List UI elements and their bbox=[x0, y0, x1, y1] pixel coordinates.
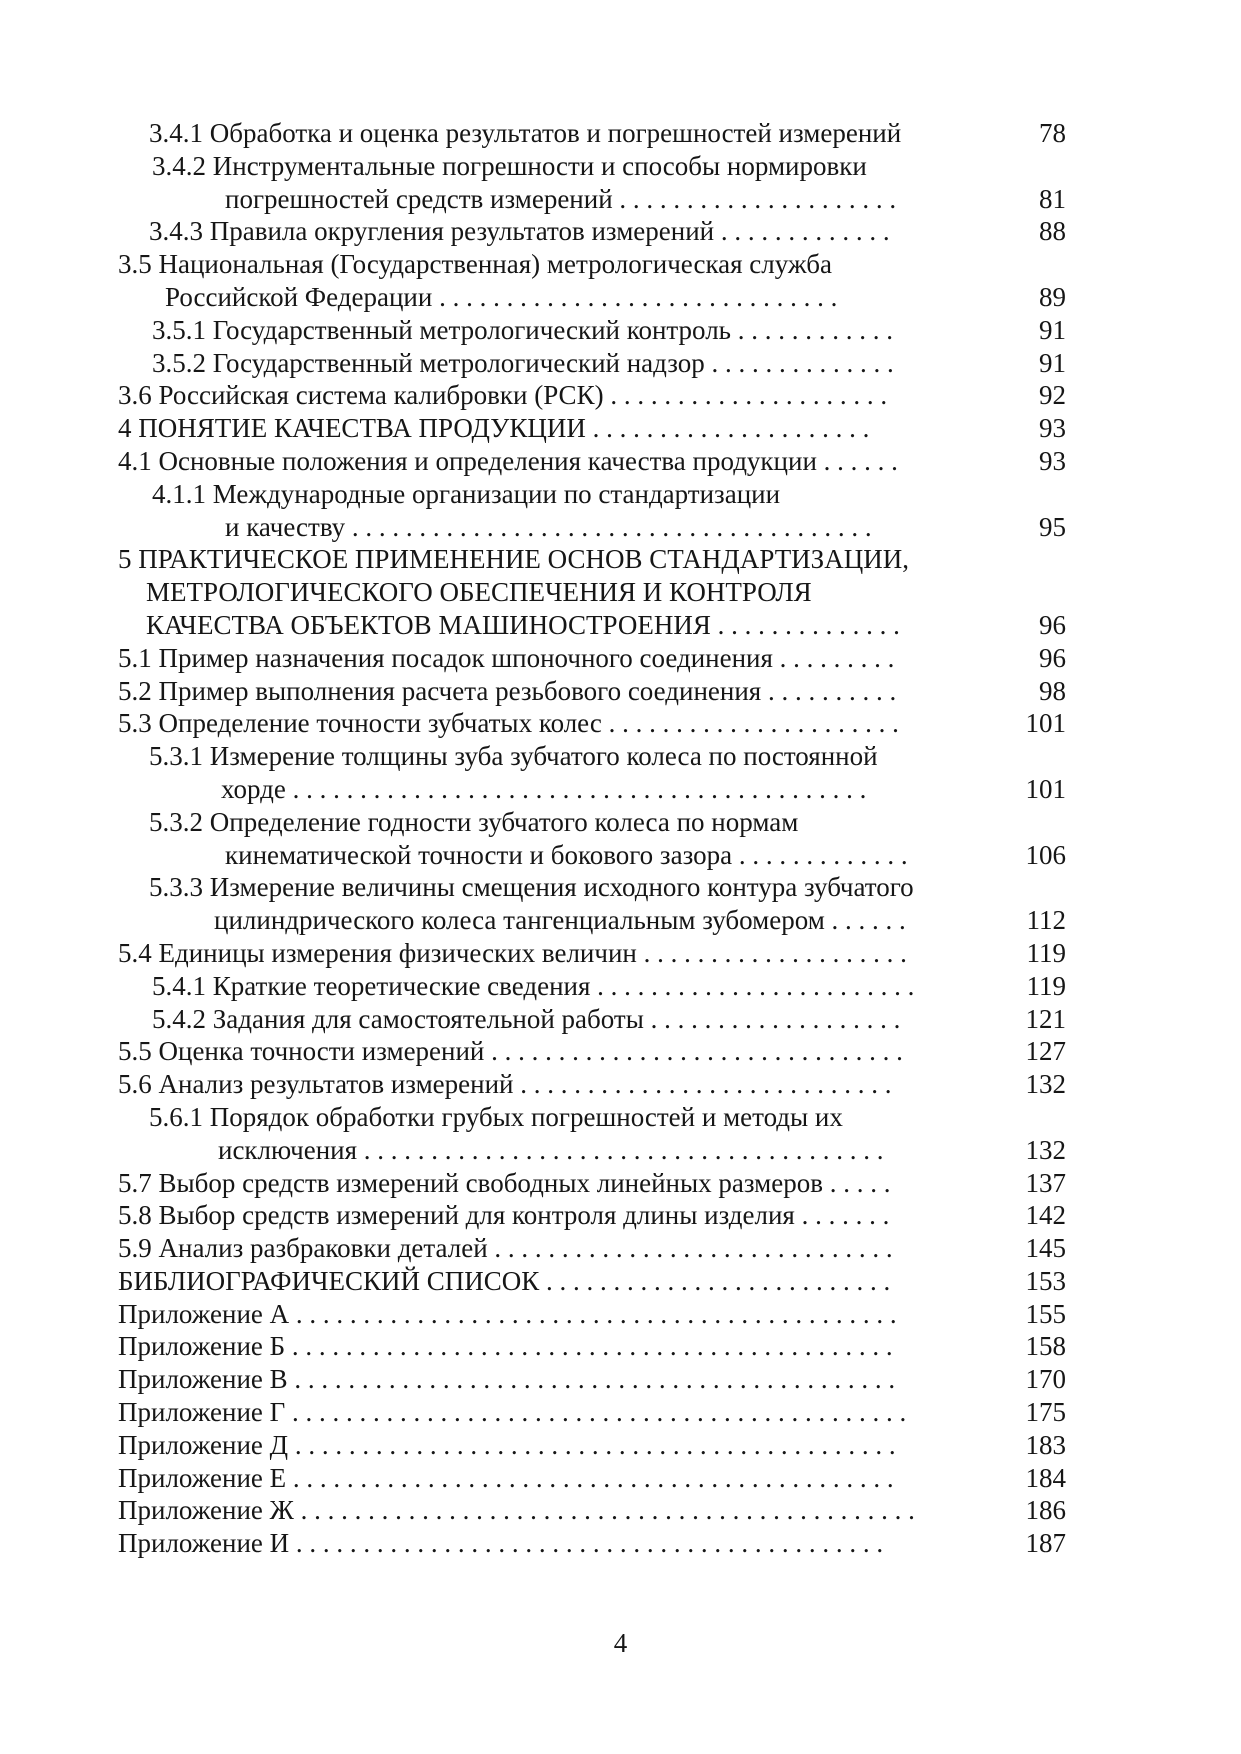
toc-entry-title: 5.4.2 Задания для самостоятельной работы . . . . . . . . . . . . . . . . . . . bbox=[152, 1003, 901, 1034]
toc-entry-title: 4.1 Основные положения и определения качества продукции . . . . . . bbox=[118, 445, 898, 476]
toc-entry bbox=[0, 543, 1241, 576]
toc-entry-title: 5.1 Пример назначения посадок шпоночного соединения . . . . . . . . . bbox=[118, 642, 895, 673]
toc-entry bbox=[0, 806, 1241, 839]
toc-entry bbox=[0, 740, 1241, 773]
toc-entry-title: Приложение В . . . . . . . . . . . . . . . . . . . . . . . . . . . . . . . . . . . . . . . . . . . . . bbox=[118, 1364, 896, 1395]
toc-entry-page: 184 bbox=[1025, 1462, 1066, 1493]
toc-entry-title: 5.3.2 Определение годности зубчатого колеса по нормам bbox=[149, 806, 799, 837]
toc-entry bbox=[0, 281, 1241, 314]
toc-entry bbox=[0, 1167, 1241, 1200]
toc-entry bbox=[0, 1396, 1241, 1429]
toc-entry-page: 93 bbox=[1039, 413, 1066, 444]
toc-entry-title: 5.3 Определение точности зубчатых колес . . . . . . . . . . . . . . . . . . . . . . bbox=[118, 708, 899, 739]
toc-entry-title: Российской Федерации . . . . . . . . . . . . . . . . . . . . . . . . . . . . . . bbox=[165, 281, 838, 312]
toc-entry bbox=[0, 1232, 1241, 1265]
toc-entry-page: 119 bbox=[1026, 937, 1066, 968]
toc-entry-page: 145 bbox=[1025, 1233, 1066, 1264]
toc-entry bbox=[0, 675, 1241, 708]
toc-entry-page: 101 bbox=[1025, 708, 1066, 739]
toc-entry bbox=[0, 1134, 1241, 1167]
toc-entry-page: 101 bbox=[1025, 773, 1066, 804]
toc-entry-title: 3.4.2 Инструментальные погрешности и способы нормировки bbox=[152, 150, 867, 181]
toc-entry-page: 137 bbox=[1025, 1167, 1066, 1198]
toc-entry-page: 92 bbox=[1039, 380, 1066, 411]
toc-entry-page: 187 bbox=[1025, 1528, 1066, 1559]
toc-entry-title: Приложение Ж . . . . . . . . . . . . . . . . . . . . . . . . . . . . . . . . . . . . . . . . . . . . . . bbox=[118, 1495, 915, 1526]
toc-entry-title: Приложение Г . . . . . . . . . . . . . . . . . . . . . . . . . . . . . . . . . . . . . . . . . . . . . . bbox=[118, 1397, 907, 1428]
toc-entry-page: 96 bbox=[1039, 609, 1066, 640]
toc-entry-page: 153 bbox=[1025, 1265, 1066, 1296]
toc-entry-title: Приложение Б . . . . . . . . . . . . . . . . . . . . . . . . . . . . . . . . . . . . . . . . . . . . . bbox=[118, 1331, 893, 1362]
toc-entry-title: 5.6 Анализ результатов измерений . . . . . . . . . . . . . . . . . . . . . . . . . . . . bbox=[118, 1069, 892, 1100]
toc-entry-title: 5.2 Пример выполнения расчета резьбового соединения . . . . . . . . . . bbox=[118, 675, 897, 706]
toc-entry-page: 183 bbox=[1025, 1429, 1066, 1460]
toc-entry-page: 170 bbox=[1025, 1364, 1066, 1395]
toc-entry-title: 5 ПРАКТИЧЕСКОЕ ПРИМЕНЕНИЕ ОСНОВ СТАНДАРТИЗАЦИИ, bbox=[118, 544, 909, 575]
toc-entry-title: 5.4 Единицы измерения физических величин . . . . . . . . . . . . . . . . . . . . bbox=[118, 937, 907, 968]
toc-entry-page: 93 bbox=[1039, 445, 1066, 476]
toc-entry bbox=[0, 707, 1241, 740]
toc-entry bbox=[0, 1068, 1241, 1101]
toc-entry-page: 96 bbox=[1039, 642, 1066, 673]
toc-entry-page: 175 bbox=[1025, 1397, 1066, 1428]
toc-entry-title: 3.4.1 Обработка и оценка результатов и погрешностей измерений bbox=[149, 118, 902, 148]
toc-entry-page: 127 bbox=[1025, 1036, 1066, 1067]
toc-entry bbox=[0, 445, 1241, 478]
toc-entry-title: 5.4.1 Краткие теоретические сведения . . . . . . . . . . . . . . . . . . . . . . . . bbox=[152, 970, 915, 1001]
toc-entry-title: Приложение И . . . . . . . . . . . . . . . . . . . . . . . . . . . . . . . . . . . . . . . . . . . . bbox=[118, 1528, 884, 1559]
toc-entry bbox=[0, 871, 1241, 904]
page-number: 4 bbox=[613, 1628, 628, 1658]
toc-entry-title: 5.7 Выбор средств измерений свободных линейных размеров . . . . . bbox=[118, 1167, 891, 1198]
toc-entry-page: 132 bbox=[1025, 1134, 1066, 1165]
toc-entry bbox=[0, 1429, 1241, 1462]
toc-entry bbox=[0, 970, 1241, 1003]
toc-entry-title: 3.4.3 Правила округления результатов измерений . . . . . . . . . . . . . bbox=[149, 216, 890, 247]
toc-entry-title: Приложение Д . . . . . . . . . . . . . . . . . . . . . . . . . . . . . . . . . . . . . . . . . . . . . bbox=[118, 1429, 896, 1460]
toc-entry bbox=[0, 117, 1241, 150]
toc-entry-title: БИБЛИОГРАФИЧЕСКИЙ СПИСОК . . . . . . . . . . . . . . . . . . . . . . . . . . bbox=[118, 1265, 891, 1296]
toc-entry-page: 106 bbox=[1025, 839, 1066, 870]
toc-entry-page: 158 bbox=[1025, 1331, 1066, 1362]
toc-entry-page: 121 bbox=[1025, 1003, 1066, 1034]
toc-entry-title: 5.3.1 Измерение толщины зуба зубчатого колеса по постоянной bbox=[149, 741, 878, 772]
toc-entry-title: 3.6 Российская система калибровки (РСК) . . . . . . . . . . . . . . . . . . . . . bbox=[118, 380, 888, 411]
toc-entry bbox=[0, 1265, 1241, 1298]
toc-entry-page: 142 bbox=[1025, 1200, 1066, 1231]
toc-entry bbox=[0, 773, 1241, 806]
toc-entry-page: 132 bbox=[1025, 1069, 1066, 1100]
toc-entry-title: 4.1.1 Международные организации по стандартизации bbox=[152, 478, 781, 509]
toc-entry bbox=[0, 1462, 1241, 1495]
toc-entry-title: кинематической точности и бокового зазора . . . . . . . . . . . . . bbox=[225, 839, 908, 870]
toc-entry bbox=[0, 1494, 1241, 1527]
toc-entry bbox=[0, 1101, 1241, 1134]
toc-entry-title: хорде . . . . . . . . . . . . . . . . . . . . . . . . . . . . . . . . . . . . . . . . . . . bbox=[221, 773, 867, 804]
toc-entry bbox=[0, 347, 1241, 380]
toc-entry-page: 89 bbox=[1039, 281, 1066, 312]
toc-entry-page: 91 bbox=[1039, 347, 1066, 378]
toc-entry-title: 3.5.1 Государственный метрологический контроль . . . . . . . . . . . . bbox=[152, 314, 893, 345]
toc-entry bbox=[0, 1199, 1241, 1232]
toc-entry-page: 81 bbox=[1039, 183, 1066, 214]
toc-entry bbox=[0, 248, 1241, 281]
toc-entry bbox=[0, 839, 1241, 872]
toc-entry bbox=[0, 412, 1241, 445]
toc-entry bbox=[0, 511, 1241, 544]
toc-entry bbox=[0, 1527, 1241, 1560]
toc-entry-title: 3.5 Национальная (Государственная) метрологическая служба bbox=[118, 249, 832, 280]
toc-entry-title: 5.3.3 Измерение величины смещения исходного контура зубчатого bbox=[149, 872, 914, 903]
toc-entry bbox=[0, 1363, 1241, 1396]
toc-entry bbox=[0, 904, 1241, 937]
toc-entry-title: 3.5.2 Государственный метрологический надзор . . . . . . . . . . . . . . bbox=[152, 347, 894, 378]
toc-entry bbox=[0, 314, 1241, 347]
toc-entry bbox=[0, 1003, 1241, 1036]
toc-entry-title: Приложение Е . . . . . . . . . . . . . . . . . . . . . . . . . . . . . . . . . . . . . . . . . . . . . bbox=[118, 1462, 894, 1493]
toc-entry-title: 4 ПОНЯТИЕ КАЧЕСТВА ПРОДУКЦИИ . . . . . . . . . . . . . . . . . . . . . bbox=[118, 413, 870, 444]
toc-entry-page: 119 bbox=[1026, 970, 1066, 1001]
toc-entry bbox=[0, 183, 1241, 216]
toc-entry-title: 5.6.1 Порядок обработки грубых погрешностей и методы их bbox=[149, 1101, 843, 1132]
toc-entry-title: 5.8 Выбор средств измерений для контроля длины изделия . . . . . . . bbox=[118, 1200, 890, 1231]
toc-entry-page: 91 bbox=[1039, 314, 1066, 345]
toc-entry-page: 186 bbox=[1025, 1495, 1066, 1526]
toc-entry bbox=[0, 937, 1241, 970]
toc-entry bbox=[0, 150, 1241, 183]
toc-entry bbox=[0, 1330, 1241, 1363]
toc-entry bbox=[0, 215, 1241, 248]
page-footer bbox=[0, 1627, 1241, 1659]
toc-entry bbox=[0, 1035, 1241, 1068]
toc-entry bbox=[0, 642, 1241, 675]
toc-entry-page: 112 bbox=[1026, 905, 1066, 936]
toc-entry bbox=[0, 609, 1241, 642]
toc-entry-page: 95 bbox=[1039, 511, 1066, 542]
toc-entry-page: 78 bbox=[1039, 118, 1066, 148]
toc-entry bbox=[0, 1298, 1241, 1331]
table-of-contents bbox=[0, 117, 1241, 1560]
toc-entry-title: исключения . . . . . . . . . . . . . . . . . . . . . . . . . . . . . . . . . . . . . . . bbox=[218, 1134, 884, 1165]
toc-entry bbox=[0, 379, 1241, 412]
toc-entry-title: КАЧЕСТВА ОБЪЕКТОВ МАШИНОСТРОЕНИЯ . . . . . . . . . . . . . . bbox=[146, 609, 900, 640]
toc-entry-page: 98 bbox=[1039, 675, 1066, 706]
toc-entry-title: 5.5 Оценка точности измерений . . . . . . . . . . . . . . . . . . . . . . . . . . . . . . . bbox=[118, 1036, 903, 1067]
toc-entry-title: и качеству . . . . . . . . . . . . . . . . . . . . . . . . . . . . . . . . . . . . . . . bbox=[225, 511, 872, 542]
toc-entry bbox=[0, 576, 1241, 609]
toc-entry-title: Приложение А . . . . . . . . . . . . . . . . . . . . . . . . . . . . . . . . . . . . . . . . . . . . . bbox=[118, 1298, 897, 1329]
toc-entry-title: 5.9 Анализ разбраковки деталей . . . . . . . . . . . . . . . . . . . . . . . . . . . . . . bbox=[118, 1233, 893, 1264]
toc-entry-title: погрешностей средств измерений . . . . . . . . . . . . . . . . . . . . . bbox=[225, 183, 897, 214]
toc-entry bbox=[0, 478, 1241, 511]
toc-entry-title: МЕТРОЛОГИЧЕСКОГО ОБЕСПЕЧЕНИЯ И КОНТРОЛЯ bbox=[146, 577, 812, 608]
toc-entry-page: 88 bbox=[1039, 216, 1066, 247]
toc-entry-title: цилиндрического колеса тангенциальным зубомером . . . . . . bbox=[214, 905, 906, 936]
toc-entry-page: 155 bbox=[1025, 1298, 1066, 1329]
